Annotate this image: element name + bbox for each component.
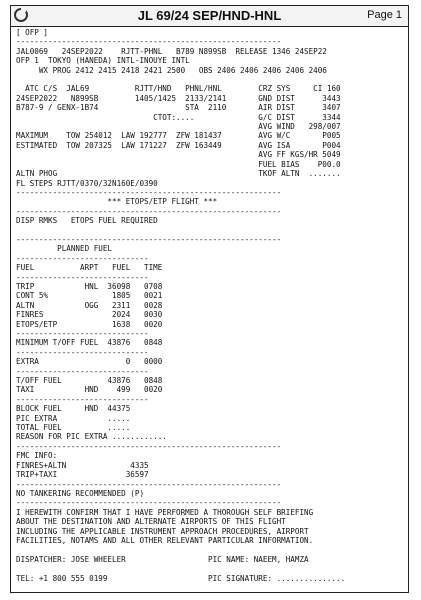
ofp-line: DISPATCHER: JOSE WHEELER PIC NAME: NAEEM, HAMZA	[16, 554, 309, 564]
ofp-line: -----------------------------	[16, 347, 149, 357]
ofp-line: TRIP HNL 36098 0708	[16, 281, 163, 291]
ofp-line: ALTN OGG 2311 0028	[16, 300, 163, 310]
ofp-line: PLANNED FUEL	[16, 244, 113, 254]
ofp-document	[10, 5, 409, 593]
ofp-line: ----------------------------------------------------------	[16, 187, 282, 197]
ofp-line: TRIP+TAXI 36597	[16, 470, 149, 480]
ofp-line: CTOT:.... G/C DIST 3344	[16, 112, 341, 122]
ofp-line: -----------------------------	[16, 253, 149, 263]
ofp-line: ATC C/S JAL69 RJTT/HND PHNL/HNL CRZ SYS CI 160	[16, 84, 341, 94]
ofp-line: ----------------------------------------------------------	[16, 206, 282, 216]
ofp-line: FUEL BIAS P00.0	[16, 159, 341, 169]
ofp-line: MAXIMUM TOW 254012 LAW 192777 ZFW 181437 AVG W/C P005	[16, 131, 341, 141]
ofp-line: TEL: +1 800 555 0199 PIC SIGNATURE: ...............	[16, 573, 346, 583]
ofp-line: B787-9 / GENX-1B74 STA 2110 AIR DIST 3407	[16, 103, 341, 113]
ofp-line: -----------------------------	[16, 329, 149, 338]
ofp-line: ----------------------------------------------------------	[16, 37, 282, 47]
ofp-line: BLOCK FUEL HND 44375	[16, 404, 131, 414]
ofp-line: T/OFF FUEL 43876 0848	[16, 376, 163, 386]
ofp-line: 24SEP2022 N899SB 1405/1425 2133/2141 GND DIST 3443	[16, 93, 341, 103]
ofp-line: NO TANKERING RECOMMENDED (P)	[16, 488, 145, 498]
ofp-line: JAL0069 24SEP2022 RJTT-PHNL B789 N899SB RELEASE 1346 24SEP22	[16, 46, 327, 56]
ofp-line: PIC EXTRA .....	[16, 413, 131, 423]
page-number: Page 1	[367, 9, 402, 21]
ofp-line: FINRES+ALTN 4335	[16, 460, 149, 470]
ofp-line: EXTRA 0 0000	[16, 357, 163, 367]
ofp-line: MINIMUM T/OFF FUEL 43876 0848	[16, 338, 163, 348]
ofp-line: TOTAL FUEL .....	[16, 423, 131, 433]
ofp-line: -----------------------------	[16, 394, 149, 404]
ofp-line: FUEL ARPT FUEL TIME	[16, 263, 163, 273]
ofp-line: I HEREWITH CONFIRM THAT I HAVE PERFORMED A THOROUGH SELF BRIEFING	[16, 507, 314, 517]
ofp-line: FINRES 2024 0030	[16, 310, 163, 320]
ofp-line: FACILITIES, NOTAMS AND ALL OTHER RELEVANT PARTICULAR INFORMATION.	[16, 535, 314, 545]
ofp-line: *** ETOPS/ETP FLIGHT ***	[16, 197, 218, 207]
ofp-line: ESTIMATED TOW 207325 LAW 171227 ZFW 163449 AVG ISA P004	[16, 140, 341, 150]
ofp-line: -----------------------------	[16, 272, 149, 282]
ofp-line: AVG WIND 298/007	[16, 122, 341, 132]
ofp-line: ETOPS/ETP 1638 0020	[16, 319, 163, 329]
ofp-text-body	[16, 28, 345, 583]
ofp-line: INCLUDING THE APPLICABLE INSTRUMENT APPROACH PROCEDURES, AIRPORT	[16, 526, 309, 536]
ofp-line: FL STEPS RJTT/0370/32N160E/0390	[16, 178, 158, 188]
ofp-line: ALTN PHOG TKOF ALTN .......	[16, 169, 341, 179]
ofp-line: ----------------------------------------------------------	[16, 441, 282, 451]
ofp-line: WX PROG 2412 2415 2418 2421 2500 OBS 2406 2406 2406 2406 2406	[16, 65, 327, 75]
ofp-line: FMC INFO:	[16, 451, 58, 461]
ofp-line: TAXI HND 499 0020	[16, 385, 163, 395]
flight-title: JL 69/24 SEP/HND-HNL	[137, 8, 282, 23]
ofp-line: [ OFP ]	[16, 28, 49, 37]
ofp-line: CONT 5% 1805 0021	[16, 291, 163, 301]
ofp-line: ----------------------------------------------------------	[16, 498, 282, 508]
ofp-line: DISP RMKS ETOPS FUEL REQUIRED	[16, 216, 158, 226]
document-header	[11, 6, 408, 27]
ofp-line: ----------------------------------------------------------	[16, 234, 282, 244]
ofp-line: -----------------------------	[16, 366, 149, 376]
ofp-line: REASON FOR PIC EXTRA ............	[16, 432, 167, 442]
ofp-line: ABOUT THE DESTINATION AND ALTERNATE AIRPORTS OF THIS FLIGHT	[16, 517, 286, 527]
ofp-line: AVG FF KGS/HR 5049	[16, 150, 341, 160]
ofp-line: OFP 1 TOKYO (HANEDA) INTL-INOUYE INTL	[16, 56, 190, 66]
ofp-line: ----------------------------------------------------------	[16, 479, 282, 489]
